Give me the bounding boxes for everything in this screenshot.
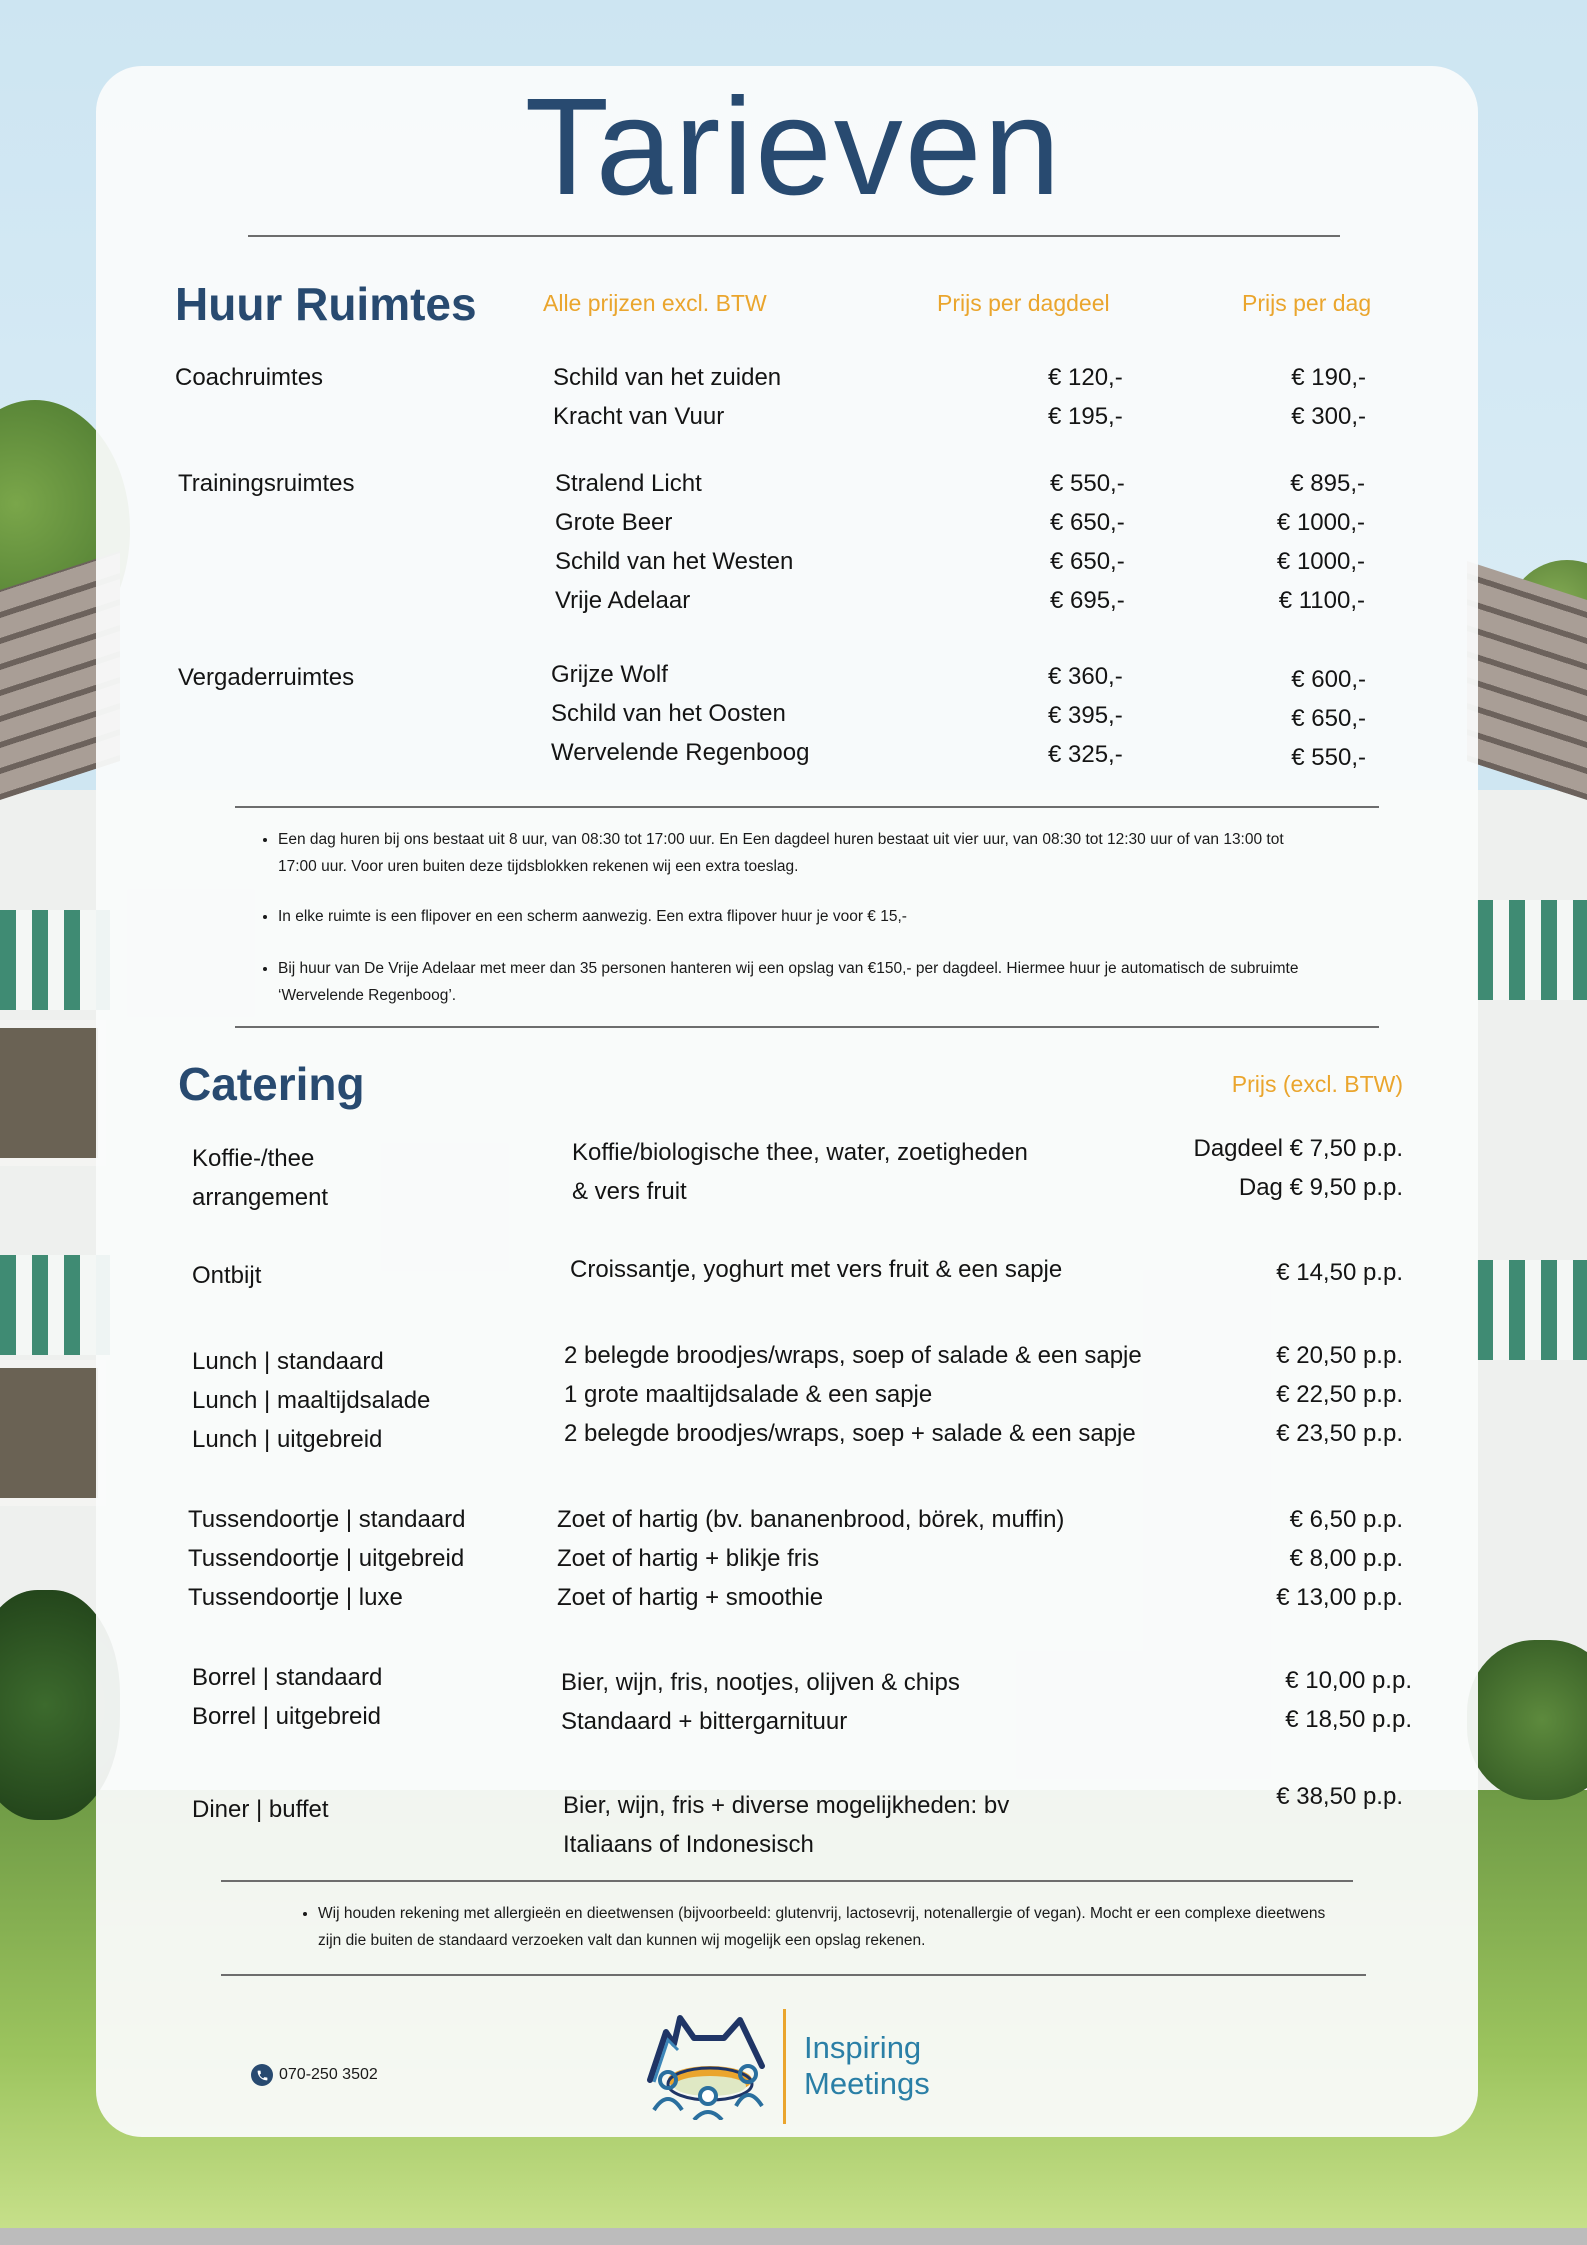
- logo-text: [804, 2030, 930, 2102]
- room-price-dag: € 300,-: [1291, 403, 1366, 430]
- room-price-dag: € 550,-: [1291, 744, 1366, 771]
- catering-item-desc: Zoet of hartig (bv. bananenbrood, börek, muffin): [557, 1506, 1065, 1533]
- title-divider: [248, 235, 1340, 237]
- background-window: [0, 1360, 106, 1506]
- rooms-note: • Een dag huren bij ons bestaat uit 8 uur, van 08:30 tot 17:00 uur. En Een dagdeel huren bestaat uit vier uur, van 08:30 tot 12:30 uur of van 13:00 tot 17:00 uur. Voor uren buiten deze tijdsblokken rekenen wij een extra toeslag.: [278, 826, 1308, 880]
- rooms-divider-bottom: [235, 1026, 1379, 1028]
- catering-item-desc: & vers fruit: [572, 1178, 687, 1205]
- catering-item-name: Lunch | standaard: [192, 1348, 384, 1375]
- catering-item-name: Tussendoortje | luxe: [188, 1584, 403, 1611]
- catering-item-desc: 2 belegde broodjes/wraps, soep of salade & een sapje: [564, 1342, 1142, 1369]
- catering-item-name: Ontbijt: [192, 1262, 262, 1289]
- contact-phone[interactable]: [251, 2064, 378, 2086]
- catering-item-name: Diner | buffet: [192, 1796, 329, 1823]
- room-price-dag: € 1000,-: [1276, 548, 1365, 575]
- catering-item-price: € 8,00 p.p.: [1289, 1545, 1403, 1572]
- room-name: Schild van het Oosten: [551, 700, 786, 727]
- col-header-dagdeel: Prijs per dagdeel: [937, 290, 1110, 316]
- catering-item-name: Lunch | uitgebreid: [192, 1426, 383, 1453]
- room-name: Schild van het Westen: [555, 548, 794, 575]
- catering-item-desc: 1 grote maaltijdsalade & een sapje: [564, 1381, 933, 1408]
- room-category: Trainingsruimtes: [178, 470, 355, 497]
- room-price-dag: € 190,-: [1291, 364, 1366, 391]
- rooms-heading: Huur Ruimtes: [175, 278, 477, 330]
- background-awning: [0, 1255, 110, 1355]
- catering-item-name: Lunch | maaltijdsalade: [192, 1387, 431, 1414]
- rooms-divider-top: [235, 806, 1379, 808]
- catering-item-name: Borrel | standaard: [192, 1664, 383, 1691]
- catering-item-price: Dag € 9,50 p.p.: [1238, 1174, 1403, 1201]
- room-name: Wervelende Regenboog: [551, 739, 810, 766]
- phone-number: 070-250 3502: [279, 2066, 378, 2083]
- room-name: Kracht van Vuur: [553, 403, 725, 430]
- rooms-price-note: Alle prijzen excl. BTW: [543, 290, 767, 316]
- catering-item-price: Dagdeel € 7,50 p.p.: [1193, 1135, 1403, 1162]
- room-price-dag: € 650,-: [1291, 705, 1366, 732]
- catering-item-price: € 38,50 p.p.: [1276, 1783, 1403, 1810]
- room-price-dagdeel: € 120,-: [1048, 364, 1123, 391]
- room-price-dagdeel: € 650,-: [1050, 548, 1125, 575]
- rooms-note: • Bij huur van De Vrije Adelaar met meer dan 35 personen hanteren wij een opslag van €150,- per dagdeel. Hiermee huur je automatisch de subruimte ‘Wervelende Regenboog’.: [278, 955, 1308, 1009]
- logo-mark: [644, 2010, 774, 2120]
- catering-item-price: € 18,50 p.p.: [1285, 1706, 1412, 1733]
- catering-divider-top: [221, 1880, 1353, 1882]
- room-price-dagdeel: € 650,-: [1050, 509, 1125, 536]
- room-price-dagdeel: € 360,-: [1048, 663, 1123, 690]
- room-price-dag: € 600,-: [1291, 666, 1366, 693]
- background-window: [0, 1020, 106, 1166]
- room-price-dag: € 1100,-: [1278, 587, 1365, 614]
- background-awning: [0, 910, 110, 1010]
- logo-divider: [783, 2009, 786, 2124]
- catering-item-desc: Zoet of hartig + blikje fris: [557, 1545, 820, 1572]
- catering-notes: [288, 1900, 1328, 1954]
- logo-line1: Inspiring: [804, 2030, 922, 2065]
- catering-item-price: € 14,50 p.p.: [1276, 1259, 1403, 1286]
- catering-heading: Catering: [178, 1058, 365, 1110]
- bottom-strip: [0, 2228, 1587, 2245]
- catering-divider-bottom: [221, 1974, 1366, 1976]
- catering-item-name: Borrel | uitgebreid: [192, 1703, 381, 1730]
- phone-icon: [251, 2064, 273, 2086]
- room-price-dagdeel: € 395,-: [1048, 702, 1123, 729]
- catering-item-name: Tussendoortje | uitgebreid: [188, 1545, 465, 1572]
- catering-item-price: € 13,00 p.p.: [1276, 1584, 1403, 1611]
- catering-item-name: Tussendoortje | standaard: [188, 1506, 466, 1533]
- background-awning: [1477, 900, 1587, 1000]
- room-name: Schild van het zuiden: [553, 364, 782, 391]
- background-roof: [1467, 561, 1587, 800]
- room-price-dagdeel: € 195,-: [1048, 403, 1123, 430]
- catering-item-name: arrangement: [192, 1184, 329, 1211]
- catering-item-desc: 2 belegde broodjes/wraps, soep + salade & een sapje: [564, 1420, 1136, 1447]
- catering-item-desc: Zoet of hartig + smoothie: [557, 1584, 824, 1611]
- catering-item-price: € 22,50 p.p.: [1276, 1381, 1403, 1408]
- catering-item-price: € 6,50 p.p.: [1289, 1506, 1403, 1533]
- room-category: Vergaderruimtes: [178, 664, 355, 691]
- rooms-notes: [248, 826, 1308, 880]
- room-category: Coachruimtes: [175, 364, 324, 391]
- col-header-dag: Prijs per dag: [1242, 290, 1372, 316]
- room-price-dagdeel: € 550,-: [1050, 470, 1125, 497]
- room-name: Grijze Wolf: [551, 661, 668, 688]
- rooms-note: • In elke ruimte is een flipover en een scherm aanwezig. Een extra flipover huur je voor € 15,-: [278, 903, 1308, 930]
- page-title: Tarieven: [524, 70, 1063, 224]
- background-shrub: [1467, 1640, 1587, 1800]
- room-price-dagdeel: € 325,-: [1048, 741, 1123, 768]
- room-name: Grote Beer: [555, 509, 673, 536]
- room-name: Stralend Licht: [555, 470, 702, 497]
- room-price-dag: € 895,-: [1290, 470, 1365, 497]
- catering-note: • Wij houden rekening met allergieën en dieetwensen (bijvoorbeeld: glutenvrij, lactosevrij, notenallergie of vegan). Mocht er een complexe dieetwens zijn die buiten de standaard verzoeken valt dan kunnen wij mogelijk een opslag rekenen.: [318, 1900, 1328, 1954]
- catering-item-name: Koffie-/thee: [192, 1145, 315, 1172]
- catering-item-price: € 10,00 p.p.: [1285, 1667, 1412, 1694]
- catering-item-price: € 23,50 p.p.: [1276, 1420, 1403, 1447]
- catering-item-desc: Koffie/biologische thee, water, zoetigheden: [572, 1139, 1028, 1166]
- rooms-notes: [248, 903, 1308, 930]
- catering-item-desc: Standaard + bittergarnituur: [561, 1708, 848, 1735]
- room-price-dagdeel: € 695,-: [1050, 587, 1125, 614]
- logo-line2: Meetings: [804, 2066, 930, 2101]
- catering-item-price: € 20,50 p.p.: [1276, 1342, 1403, 1369]
- background-awning: [1477, 1260, 1587, 1360]
- catering-item-desc: Bier, wijn, fris + diverse mogelijkheden: bv: [563, 1792, 1010, 1819]
- room-name: Vrije Adelaar: [555, 587, 691, 614]
- catering-item-desc: Croissantje, yoghurt met vers fruit & een sapje: [570, 1256, 1063, 1283]
- col-header-price: Prijs (excl. BTW): [1231, 1071, 1403, 1097]
- catering-item-desc: Bier, wijn, fris, nootjes, olijven & chips: [561, 1669, 960, 1696]
- catering-item-desc: Italiaans of Indonesisch: [563, 1831, 814, 1858]
- rooms-notes: [248, 955, 1308, 1009]
- room-price-dag: € 1000,-: [1276, 509, 1365, 536]
